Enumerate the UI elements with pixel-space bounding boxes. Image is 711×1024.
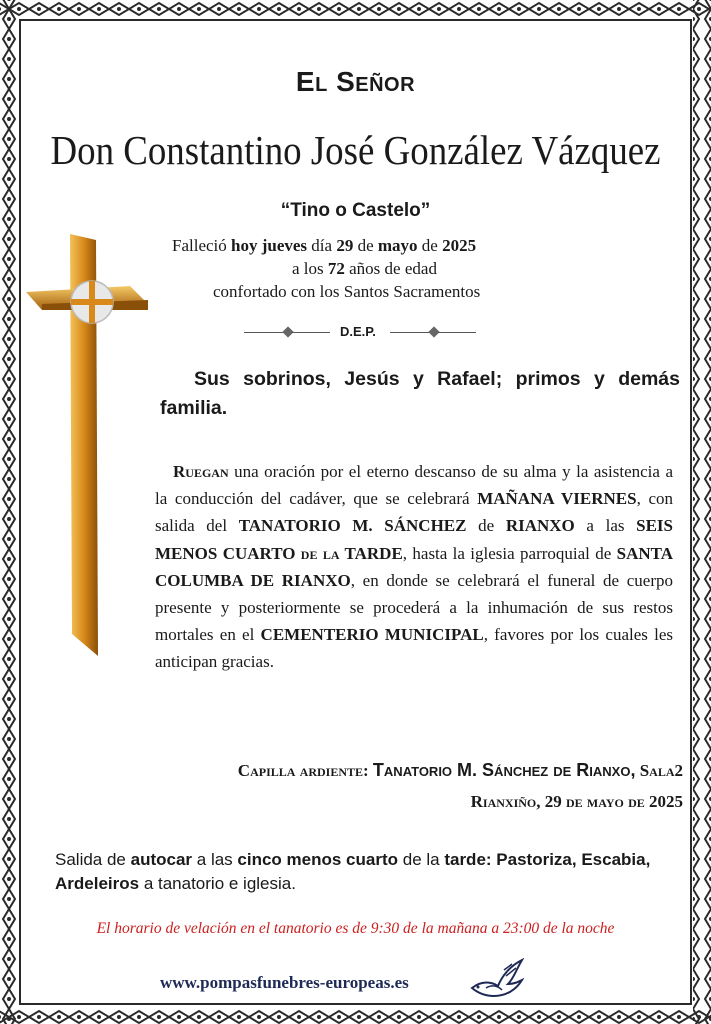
family-text: Sus sobrinos, Jesús y Rafael; primos y demás familia.: [160, 368, 680, 419]
death-line-1: Falleció hoy jueves día 29 de mayo de 2025: [172, 236, 477, 255]
cross-icon: [26, 234, 150, 660]
dove-icon: [468, 958, 524, 1002]
deceased-name: Don Constantino José González Vázquez: [50, 127, 661, 173]
date-line: Rianxiño, 29 de mayo de 2025: [470, 792, 683, 811]
capilla-ardiente: Capilla ardiente: Tanatorio M. Sánchez de Rianxo, Sala2: [237, 760, 683, 780]
heading: El Señor: [295, 66, 416, 97]
departure-info: Salida de autocar a las cinco menos cuarto de la tarde: Pastoriza, Escabia, Ardeleiros a tanatorio e iglesia.: [55, 850, 651, 893]
death-line-2: a los 72 años de edad: [292, 259, 437, 278]
death-line-3: confortado con los Santos Sacramentos: [213, 282, 481, 301]
schedule-note: El horario de velación en el tanatorio es de 9:30 de la mañana a 23:00 de la noche: [96, 920, 615, 937]
body-paragraph: Ruegan una oración por el eterno descanso de su alma y la asistencia a la conducción del cadáver, que se celebrará MAÑANA VIERNES, con salida del TANATORIO M. SÁNCHEZ de RIANXO a las SEIS MENOS CUARTO de la TARDE, hasta la iglesia parroquial de SANTA COLUMBA DE RIANXO, en donde se celebrará el funeral de cuerpo presente y posteriormente se procederá a la inhumación de sus restos mortales en el CEMENTERIO MUNICIPAL, favores por los cuales les anticipan gracias.: [155, 462, 674, 672]
dep-divider: [244, 324, 476, 342]
nickname: “Tino o Castelo”: [280, 200, 431, 221]
website-link[interactable]: www.pompasfunebres-europeas.es: [160, 973, 409, 992]
dep-label: D.E.P.: [340, 324, 376, 339]
